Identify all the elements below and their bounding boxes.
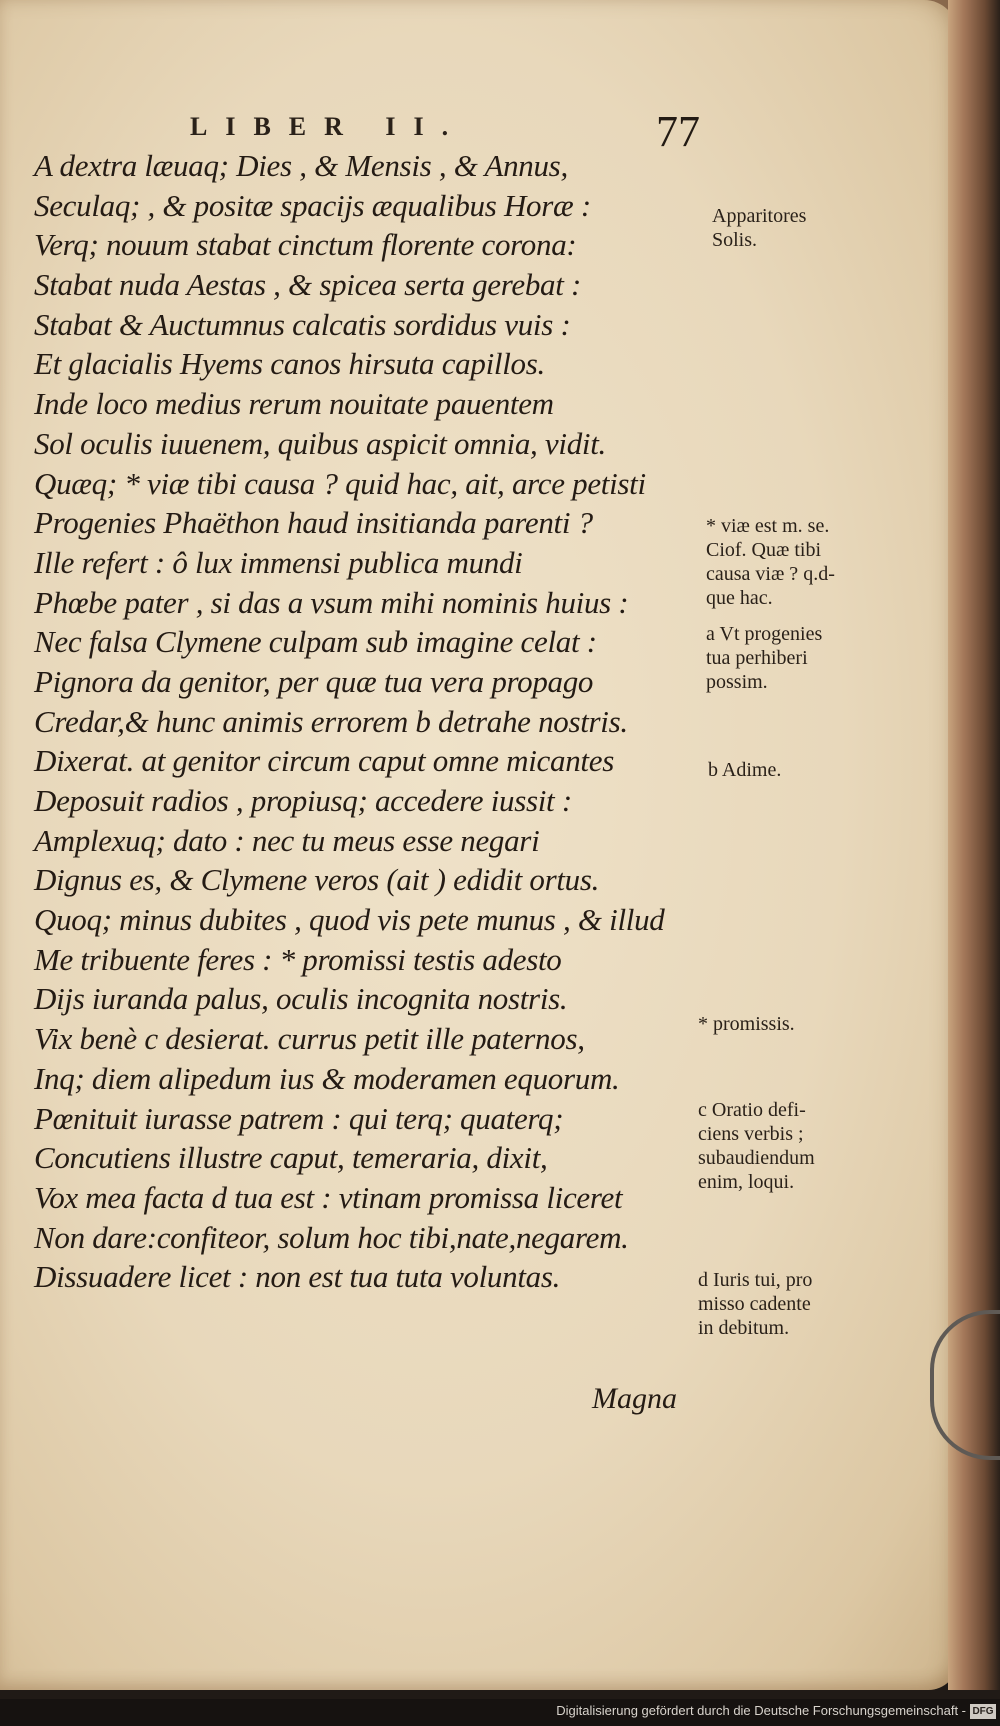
verse-line: Nec falsa Clymene culpam sub imagine celat : — [34, 624, 597, 660]
verse-line: Progenies Phaëthon haud insitianda parenti ? — [34, 505, 593, 541]
verse-line: Dignus es, & Clymene veros (ait ) edidit ortus. — [34, 862, 600, 898]
margin-note: d Iuris tui, pro misso cadente in debitum. — [698, 1269, 813, 1339]
digitization-footer — [0, 1699, 1000, 1726]
funding-credit: Digitalisierung gefördert durch die Deutsche Forschungsgemeinschaft - — [556, 1703, 966, 1718]
verse-line: Dissuadere licet : non est tua tuta voluntas. — [34, 1259, 561, 1295]
margin-note: * promissis. — [698, 1013, 795, 1035]
verse-line: Inq; diem alipedum ius & moderamen equorum. — [34, 1060, 620, 1096]
verse-line: Verq; nouum stabat cinctum florente corona: — [34, 227, 577, 263]
verse-line: Seculaq; , & positæ spacijs æqualibus Horæ : — [34, 187, 591, 223]
verse-line: Inde loco medius rerum nouitate pauentem — [34, 386, 554, 422]
verse-line: Ille refert : ô lux immensi publica mundi — [34, 544, 523, 580]
verse-line: Vox mea facta d tua est : vtinam promissa liceret — [34, 1179, 623, 1215]
verse-block — [34, 146, 734, 1297]
verse-line: Pœnituit iurasse patrem : qui terq; quaterq; — [34, 1100, 564, 1136]
verse-line: Quoq; minus dubites , quod vis pete munus , & illud — [34, 902, 665, 938]
verse-line: Dijs iuranda palus, oculis incognita nostris. — [34, 981, 568, 1017]
verse-line: Non dare:confiteor, solum hoc tibi,nate,negarem. — [34, 1219, 629, 1255]
verse-line: Quæq; * viæ tibi causa ? quid hac, ait, arce petisti — [34, 465, 646, 501]
margin-note: a Vt progenies tua perhiberi possim. — [706, 623, 823, 693]
verse-line: Vix benè c desierat. currus petit ille paternos, — [34, 1021, 585, 1057]
verse-line: Phœbe pater , si das a vsum mihi nominis huius : — [34, 584, 629, 620]
page-number: 77 — [656, 107, 700, 156]
verse-line: Pignora da genitor, per quæ tua vera propago — [34, 663, 594, 699]
verse-line: Concutiens illustre caput, temeraria, dixit, — [34, 1140, 548, 1176]
margin-note: Apparitores Solis. — [712, 205, 807, 251]
margin-note: * viæ est m. se. Ciof. Quæ tibi causa viæ ? q.d- que hac. — [706, 515, 835, 609]
verse-line: Credar,& hunc animis errorem b detrahe nostris. — [34, 703, 628, 739]
verse-line: Stabat nuda Aestas , & spicea serta gerebat : — [34, 267, 582, 303]
verse-line: Stabat & Auctumnus calcatis sordidus vuis : — [34, 306, 571, 342]
dfg-logo: DFG — [970, 1704, 996, 1719]
verse-line: Sol oculis iuuenem, quibus aspicit omnia, vidit. — [34, 425, 606, 461]
verse-line: Amplexuq; dato : nec tu meus esse negari — [34, 822, 540, 858]
verse-line: Me tribuente feres : * promissi testis adesto — [34, 941, 562, 977]
verse-line: Deposuit radios , propiusq; accedere iussit : — [34, 783, 572, 818]
running-head: LIBER II. — [190, 112, 467, 141]
verse-line: Et glacialis Hyems canos hirsuta capillos. — [34, 346, 545, 382]
verse-line: Dixerat. at genitor circum caput omne micantes — [34, 743, 614, 779]
margin-note: b Adime. — [708, 759, 782, 781]
margin-note: c Oratio defi- ciens verbis ; subaudiendum enim, loqui. — [698, 1099, 815, 1193]
catchword: Magna — [592, 1382, 677, 1415]
verse-line: A dextra læuaq; Dies , & Mensis , & Annus, — [34, 148, 568, 183]
